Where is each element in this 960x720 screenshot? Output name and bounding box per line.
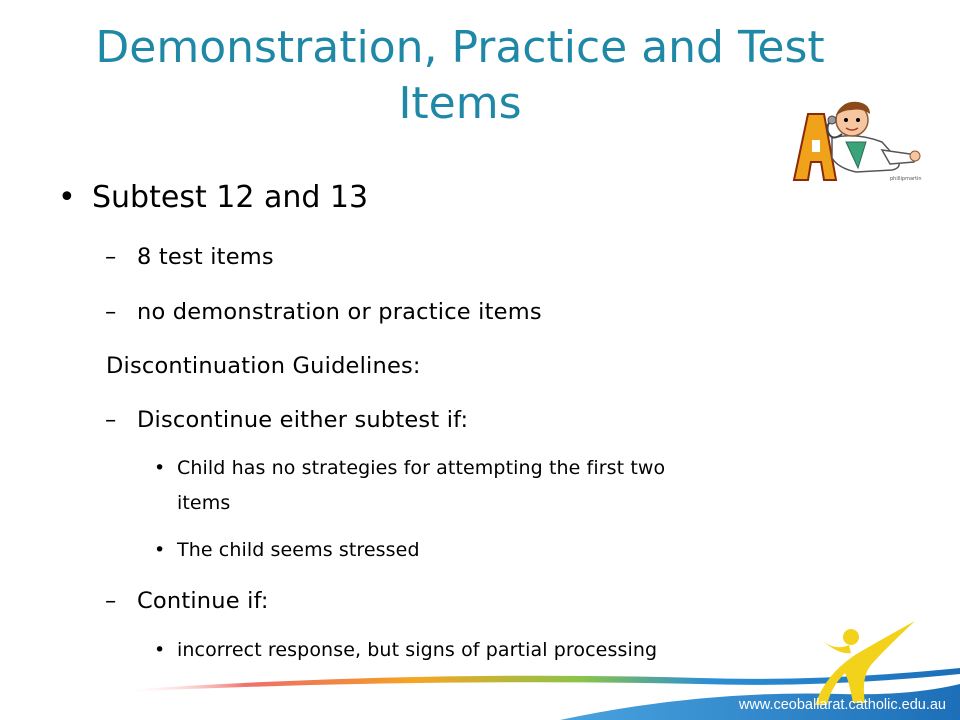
bullet-icon: • <box>154 457 166 479</box>
bullet-icon: • <box>58 180 76 215</box>
list-item: 8 test items <box>137 244 274 270</box>
footer-url[interactable]: www.ceoballarat.catholic.edu.au <box>738 697 946 713</box>
slide-title-line-1: Demonstration, Practice and Test <box>95 22 825 73</box>
list-item: Continue if: <box>137 588 269 614</box>
discontinuation-heading: Discontinuation Guidelines: <box>106 353 421 379</box>
list-item-continuation: items <box>177 492 231 514</box>
bullet-icon: • <box>154 639 166 661</box>
dash-icon: – <box>105 407 117 433</box>
list-item: Child has no strategies for attempting the first two <box>177 457 666 479</box>
dash-icon: – <box>105 588 117 614</box>
ceo-ballarat-figure-icon <box>805 615 925 705</box>
bullet-icon: • <box>154 539 166 561</box>
list-item: The child seems stressed <box>177 539 420 561</box>
list-item: Discontinue either subtest if: <box>137 407 469 433</box>
svg-text:phillipmartin: phillipmartin <box>890 176 922 182</box>
list-item: no demonstration or practice items <box>137 299 542 325</box>
dash-icon: – <box>105 299 117 325</box>
dash-icon: – <box>105 244 117 270</box>
content-heading: Subtest 12 and 13 <box>92 180 369 215</box>
list-item: incorrect response, but signs of partial processing <box>177 639 658 661</box>
slide-title-line-2: Items <box>398 78 522 129</box>
